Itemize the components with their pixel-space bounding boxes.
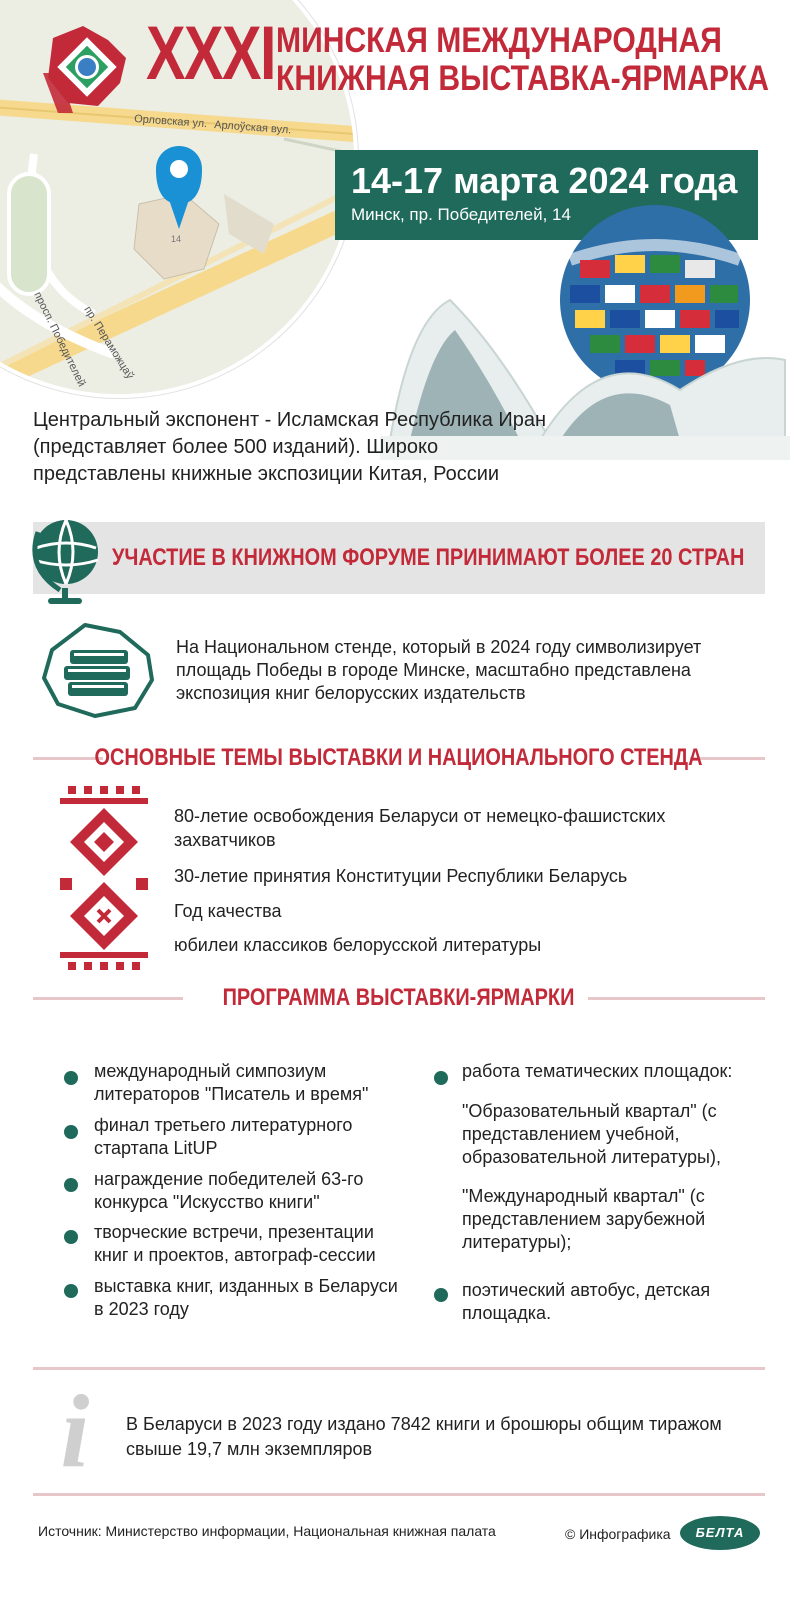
bullet-dot-icon [64,1230,78,1244]
exhibition-logo [38,18,138,118]
program-subitem: "Образовательный квартал" (с представлением учебной, образовательной литературы), [462,1101,721,1167]
program-item: награждение победителей 63-го конкурса "Искусство книги" [94,1169,364,1212]
forum-banner-text: УЧАСТИЕ В КНИЖНОМ ФОРУМЕ ПРИНИМАЮТ БОЛЕЕ 20 СТРАН [112,544,745,571]
program-subitem: "Международный квартал" (с представлением зарубежной литературы); [462,1186,706,1252]
info-icon: i [60,1374,90,1489]
program-item: финал третьего литературного стартапа LitUP [94,1115,353,1158]
source-note: Источник: Министерство информации, Национальная книжная палата [38,1523,496,1539]
belarus-books-icon [40,620,160,720]
flag-globe-icon [560,205,750,395]
national-stand-text: На Национальном стенде, который в 2024 году символизирует площадь Победы в городе Минске, масштабно представлена экспозиция книг белорусских издательств [176,637,702,703]
program-item: работа тематических площадок: [462,1061,733,1081]
belta-logo: БЕЛТА [680,1516,760,1550]
program-item: международный симпозиум литераторов "Писатель и время" [94,1061,369,1104]
bullet-dot-icon [434,1288,448,1302]
ornament-pattern-icon [58,782,150,974]
event-address: Минск, пр. Победителей, 14 [351,205,571,224]
info-text: В Беларуси в 2023 году издано 7842 книги и брошюры общим тиражом свыше 19,7 млн экземпляров [126,1414,722,1459]
event-date: 14-17 марта 2024 года [351,160,738,201]
map-street-label: пр. Пераможцаў [81,304,136,382]
divider [33,1367,765,1370]
theme-item: 80-летие освобождения Беларуси от немецко-фашистских захватчиков [174,806,666,850]
title-line-2: КНИЖНАЯ ВЫСТАВКА-ЯРМАРКА [276,59,770,98]
title-line-1: МИНСКАЯ МЕЖДУНАРОДНАЯ [276,21,722,60]
intro-paragraph: Центральный экспонент - Исламская Республика Иран (представляет более 500 изданий). Широко представлены книжные экспозиции Китая, России [33,409,547,485]
map-street-label: просп. Победителей [31,290,88,389]
bullet-dot-icon [64,1178,78,1192]
theme-item: юбилеи классиков белорусской литературы [174,935,542,955]
globe-stand-icon [30,512,106,608]
bullet-dot-icon [64,1284,78,1298]
program-title: ПРОГРАММА ВЫСТАВКИ-ЯРМАРКИ [222,984,575,1011]
edition-roman-numeral: XXXI [146,11,275,96]
divider [33,1493,765,1496]
map-street-label: Арлоўская вул. [213,119,292,137]
bullet-dot-icon [64,1071,78,1085]
program-item: поэтический автобус, детская площадка. [462,1280,711,1323]
bullet-dot-icon [434,1071,448,1085]
program-item: выставка книг, изданных в Беларуси в 2023 году [94,1276,398,1319]
program-item: творческие встречи, презентации книг и проектов, автограф-сессии [94,1222,376,1265]
infographic-credit: © Инфографика [565,1526,671,1542]
map-house-number: 14 [171,234,182,244]
bullet-dot-icon [64,1125,78,1139]
themes-title: ОСНОВНЫЕ ТЕМЫ ВЫСТАВКИ И НАЦИОНАЛЬНОГО СТЕНДА [94,744,703,771]
map-street-label: Орловская ул. [133,113,208,131]
theme-item: Год качества [174,901,282,921]
theme-item: 30-летие принятия Конституции Республики Беларусь [174,866,628,886]
